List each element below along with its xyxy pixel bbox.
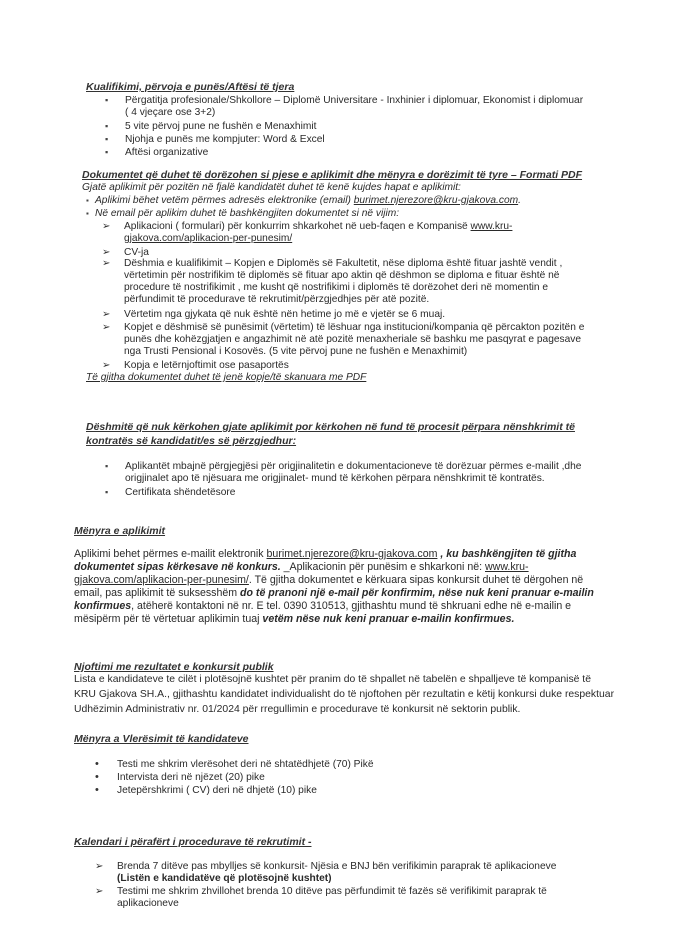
- timeline-item-line: (Listën e kandidatëve që plotësojnë kushtet): [117, 873, 332, 884]
- qualifications-heading: Kualifikimi, përvoja e punës/Aftësi të tjera: [86, 81, 295, 93]
- document-item-application-form: ➢ Aplikacioni ( formulari) për konkurrim shkarkohet në ueb-faqen e Kompanisë www.kru-: [124, 221, 512, 233]
- document-item-employment-proof: ➢ Kopjet e dëshmisë së punësimit (vërtetim) të lëshuar nga institucioni/kompania që përcakton pozitën e: [124, 322, 584, 334]
- evaluation-item: • Testi me shkrim vlerësohet deri në shtatëdhjetë (70) Pikë: [117, 759, 374, 771]
- qualification-item: ▪ Përgatitja profesionale/Shkollore – Diplomë Universitare - Inxhinier i diplomuar, Ekonomist i diplomuar: [125, 95, 583, 107]
- qualification-item: ▪ Njohja e punës me kompjuter: Word & Excel: [125, 134, 325, 146]
- application-form-link[interactable]: www.kru-: [470, 221, 513, 232]
- results-notice-line: Lista e kandidateve te cilët i plotësojnë kushtet për pranim do të shpallet në tabelën e shpalljeve të kompanisë të: [74, 674, 591, 685]
- evaluation-item: • Jetepërshkrimi ( CV) deri në dhjetë (10) pike: [117, 785, 317, 797]
- document-item-qualification-line: përfundimit të procedurave të rekrutimit/përzgjedhjes për atë pozitë.: [124, 294, 430, 305]
- documents-intro: Gjatë aplikimit për pozitën në fjalë kandidatët duhet të kenë kujdes hapat e aplikimit:: [82, 182, 461, 193]
- results-notice-line: Udhëzimin Administrativ nr. 01/2024 për rregullimin e procedurave të konkursit në sektorin publik.: [74, 704, 521, 715]
- evaluation-heading: Mënyra a Vlerësimit të kandidateve: [74, 733, 249, 745]
- document-item-court-certificate: ➢ Vërtetim nga gjykata që nuk është nën hetime jo më e vjetër se 6 muaj.: [124, 309, 445, 321]
- application-form-link-2-cont[interactable]: gjakova.com/aplikacion-per-punesim/: [74, 574, 249, 586]
- document-item-cv: ➢ CV-ja: [124, 247, 149, 259]
- application-method-line: gjakova.com/aplikacion-per-punesim/. Të gjitha dokumentet e kërkuara sipas konkursit duhet të dërgohen në: [74, 574, 584, 586]
- application-method-line: Aplikimi behet përmes e-mailit elektronik burimet.njerezore@kru-gjakova.com , ku bashkëngjiten të gjitha: [74, 548, 577, 560]
- qualification-item-cont: ( 4 vjeçare ose 3+2): [125, 107, 216, 118]
- results-notice-line: KRU Gjakova SH.A., gjithashtu kandidatet individualisht do të njoftohen për rezultatin e këtij konkursi duke respektuar: [74, 689, 615, 700]
- hr-email-link[interactable]: burimet.njerezore@kru-gjakova.com: [353, 195, 519, 206]
- later-documents-heading: Dëshmitë që nuk kërkohen gjate aplikimit por kërkohen në fund të procesit përpara nënshkrimit të: [86, 421, 575, 433]
- document-item-qualification-line: procedure të nostrifikimit , me kusht që nostrifikimi i diplomës të dorëzohet deri në momentin e: [124, 282, 549, 293]
- document-item-employment-proof-line: nga Trusti Pensional i Kosovës. (5 vite përvoj pune ne fushën e Menaxhimit): [124, 346, 468, 357]
- document-item-qualification: ➢ Dëshmia e kualifikimit – Kopjen e Diplomës së Fakultetit, nëse diploma është fituar jashtë vendit ,: [124, 258, 562, 270]
- application-email-note: ▪ Aplikimi bëhet vetëm përmes adresës elektronike (email) burimet.njerezore@kru-gjakova.com.: [95, 195, 521, 207]
- hr-email-link-2[interactable]: burimet.njerezore@kru-gjakova.com: [266, 548, 438, 560]
- attachments-note: ▪ Në email për aplikim duhet të bashkëngjiten dokumentet si në vijim:: [95, 208, 399, 220]
- later-document-item: ▪ Aplikantët mbajnë përgjegjësi për origjinalitetin e dokumentacioneve të dorëzuar përmes e-mailit ,dhe: [125, 461, 581, 473]
- qualification-item: ▪ Aftësi organizative: [125, 147, 208, 159]
- document-item-qualification-line: vërtetimin për nostrifikim të diplomës së fituar apo aktin që dëshmon se diploma e fituar është në: [124, 270, 560, 281]
- documents-closing-note: Të gjitha dokumentet duhet të jenë kopje/të skanuara me PDF: [86, 372, 367, 383]
- timeline-item-line: aplikacioneve: [117, 898, 179, 909]
- timeline-heading: Kalendari i përafërt i procedurave të rekrutimit -: [74, 836, 312, 848]
- application-method-line: email, pas aplikimit të suksesshëm do të pranoni një e-mail për konfirmim, nëse nuk keni pranuar e-mailin: [74, 587, 594, 599]
- timeline-item: ➢ Brenda 7 ditëve pas mbylljes së konkursit- Njësia e BNJ bën verifikimin paraprak të aplikacioneve: [117, 861, 556, 873]
- results-notice-heading: Njoftimi me rezultatet e konkursit publik: [74, 661, 274, 673]
- application-method-line: konfirmues, atëherë kontaktoni në nr. E tel. 0390 310513, gjithashtu mund të shkruani edhe në e-mailin e: [74, 600, 572, 612]
- later-documents-heading-line2: kontratës së kandidatit/es së përzgjedhur:: [86, 435, 297, 447]
- application-form-link-2[interactable]: www.kru-: [485, 561, 529, 573]
- timeline-item: ➢ Testimi me shkrim zhvillohet brenda 10 ditëve pas përfundimit të fazës së verifikimit paraprak të: [117, 886, 547, 898]
- evaluation-item: • Intervista deri në njëzet (20) pike: [117, 772, 265, 784]
- application-method-heading: Mënyra e aplikimit: [74, 525, 166, 537]
- later-document-item-line: origjinalet apo të njësuara me origjinalet- mund të kërkohen përpara nënshkrimit të kontratës.: [125, 473, 545, 484]
- document-item-id-copy: ➢ Kopja e letërnjoftimit ose pasaportës: [124, 360, 289, 372]
- qualification-item: ▪ 5 vite përvoj pune ne fushën e Menaxhimit: [125, 121, 316, 133]
- later-document-item: ▪ Certifikata shëndetësore: [125, 487, 235, 499]
- application-method-line: dokumentet sipas kërkesave në konkurs. _Aplikacionin për punësim e shkarkoni në: www.kru-: [74, 561, 529, 573]
- document-item-employment-proof-line: punës dhe kohëzgjatjen e angazhimit në atë pozitë menaxheriale së bashku me pasqyrat e pagesave: [124, 334, 582, 345]
- application-form-link-cont[interactable]: gjakova.com/aplikacion-per-punesim/: [124, 233, 293, 244]
- application-method-line: mësipërm për të vërtetuar aplikimin tuaj vetëm nëse nuk keni pranuar e-mailin konfirmues.: [74, 613, 515, 625]
- documents-heading: Dokumentet që duhet të dorëzohen si pjese e aplikimit dhe mënyra e dorëzimit të tyre – Formati PDF: [82, 169, 583, 181]
